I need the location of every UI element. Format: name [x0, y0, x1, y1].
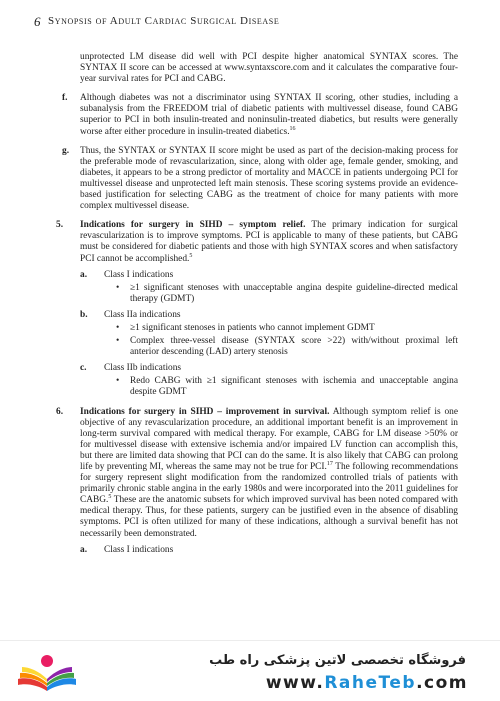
website-url[interactable]	[266, 673, 468, 693]
bullet-text: ≥1 significant stenoses in patients who cannot implement GDMT	[130, 322, 375, 333]
intro-paragraph: unprotected LM disease did well with PCI despite higher anatomical SYNTAX scores. The SYNTAX II score can be accessed at www.syntaxscore.com and it calculates the comparative four-year survival rates for PCI and CABG.	[80, 52, 458, 85]
section-text: Although symptom relief is one objective of any revascularization procedure, an additional important benefit is an improvement in long-term survival compared with medical therapy. For example, CABG for LM disease >50% or for multivessel disease with extensive ischemia and/or impaired LV function can accomplish this, but there are limited data showing that PCI can do the same. It is also likely that CABG can prolong life by preventing MI, whereas the same may not be true for PCI.	[80, 406, 458, 472]
sub-label: a.	[80, 544, 88, 555]
section-text: These are the anatomic subsets for which improved survival has been noted compared with medical therapy. Thus, for these patients, surgery can be justified even in the absence of disabling symptoms. PCI is often utilized for many of these indications, although a survival benefit has not necessarily been demonstrated.	[80, 495, 458, 539]
bullet-item: • ≥1 significant stenoses with unacceptable angina despite guideline-directed medical therapy (GDMT)	[116, 282, 458, 304]
section-6	[56, 407, 458, 556]
item-label: g.	[62, 145, 70, 156]
class-iia-indications	[80, 310, 458, 321]
bullet-item: • Complex three-vessel disease (SYNTAX score >22) with/without proximal left anterior descending (LAD) artery stenosis	[116, 336, 458, 358]
item-text: Thus, the SYNTAX or SYNTAX II score might be used as part of the decision-making process for the preferable mode of revascularization, since, along with older age, female gender, smoking, and diabetes, it appears to be a strong predictor of mortality and MACCE in patients undergoing PCI for multivessel disease and unprotected left main stenosis. These scoring systems provide an evidence-based justification for selecting CABG as the treatment of choice for many patients with more complex multivessel disease.	[80, 145, 458, 212]
item-label: f.	[62, 93, 68, 104]
site-suffix: .com	[416, 673, 468, 693]
section-heading: Indications for surgery in SIHD – improvement in survival.	[80, 406, 330, 417]
list-item-g	[56, 146, 458, 213]
list-item-f	[56, 93, 458, 137]
bullet-text: ≥1 significant stenoses with unacceptable angina despite guideline-directed medical therapy (GDMT)	[130, 282, 458, 304]
sub-title: Class I indications	[104, 269, 174, 280]
sub-title: Class IIa indications	[104, 309, 181, 320]
reference-marker: 17	[326, 460, 333, 467]
bullet-item: • Redo CABG with ≥1 significant stenoses with ischemia and unacceptable angina despite GDMT	[116, 376, 458, 398]
running-header	[0, 14, 500, 30]
open-book-logo-icon	[14, 649, 80, 693]
reference-marker: 5	[189, 252, 193, 259]
store-name-persian: فروشگاه تخصصی لاتین پزشکی راه طب	[209, 653, 466, 668]
bullet-item: • ≥1 significant stenoses in patients who cannot implement GDMT	[116, 322, 375, 333]
running-title: Synopsis of Adult Cardiac Surgical Disease	[48, 15, 280, 27]
section-text: The following recommendations for surgery represent slight modification from the randomized controlled trials of patients with primarily chronic stable angina in the early 1980s and were incorporated into the 2011 guidelines for CABG.	[80, 462, 458, 506]
class-i-indications	[80, 545, 458, 556]
reference-marker: 5	[108, 494, 112, 501]
sub-label: b.	[80, 309, 88, 320]
item-text: Although diabetes was not a discriminator using SYNTAX II scoring, other studies, including a subanalysis from the FREEDOM trial of diabetic patients with multivessel disease, found CABG superior to PCI in both insulin-treated and noninsulin-treated diabetics, but results were generally worse after either procedure in insulin-treated diabetics.	[80, 93, 458, 137]
sub-title: Class IIb indications	[104, 363, 182, 374]
class-iib-indications	[80, 363, 458, 374]
section-number: 5.	[56, 220, 64, 231]
section-5	[56, 220, 458, 398]
site-brand: RaheTeb	[324, 673, 417, 693]
sub-title: Class I indications	[104, 544, 174, 555]
bullet-text: Redo CABG with ≥1 significant stenoses with ischemia and unacceptable angina despite GDMT	[130, 376, 458, 398]
section-text: The primary indication for surgical revascularization is to improve symptoms. PCI is applicable to many of these patients, but CABG must be considered for diabetic patients and those with high SYNTAX scores and when satisfactory PCI cannot be accomplished.	[80, 220, 459, 264]
site-prefix: www.	[265, 673, 325, 693]
reference-marker: 16	[289, 125, 296, 132]
sub-label: a.	[80, 269, 88, 280]
page-number: 6	[34, 14, 41, 29]
watermark-banner	[0, 640, 500, 701]
class-i-indications	[80, 270, 458, 281]
section-number: 6.	[56, 406, 64, 417]
section-heading: Indications for surgery in SIHD – symptom relief.	[80, 220, 306, 231]
bullet-text: Complex three-vessel disease (SYNTAX score >22) with/without proximal left anterior descending (LAD) artery stenosis	[130, 336, 458, 358]
page-body	[56, 52, 458, 556]
sub-label: c.	[80, 363, 87, 374]
